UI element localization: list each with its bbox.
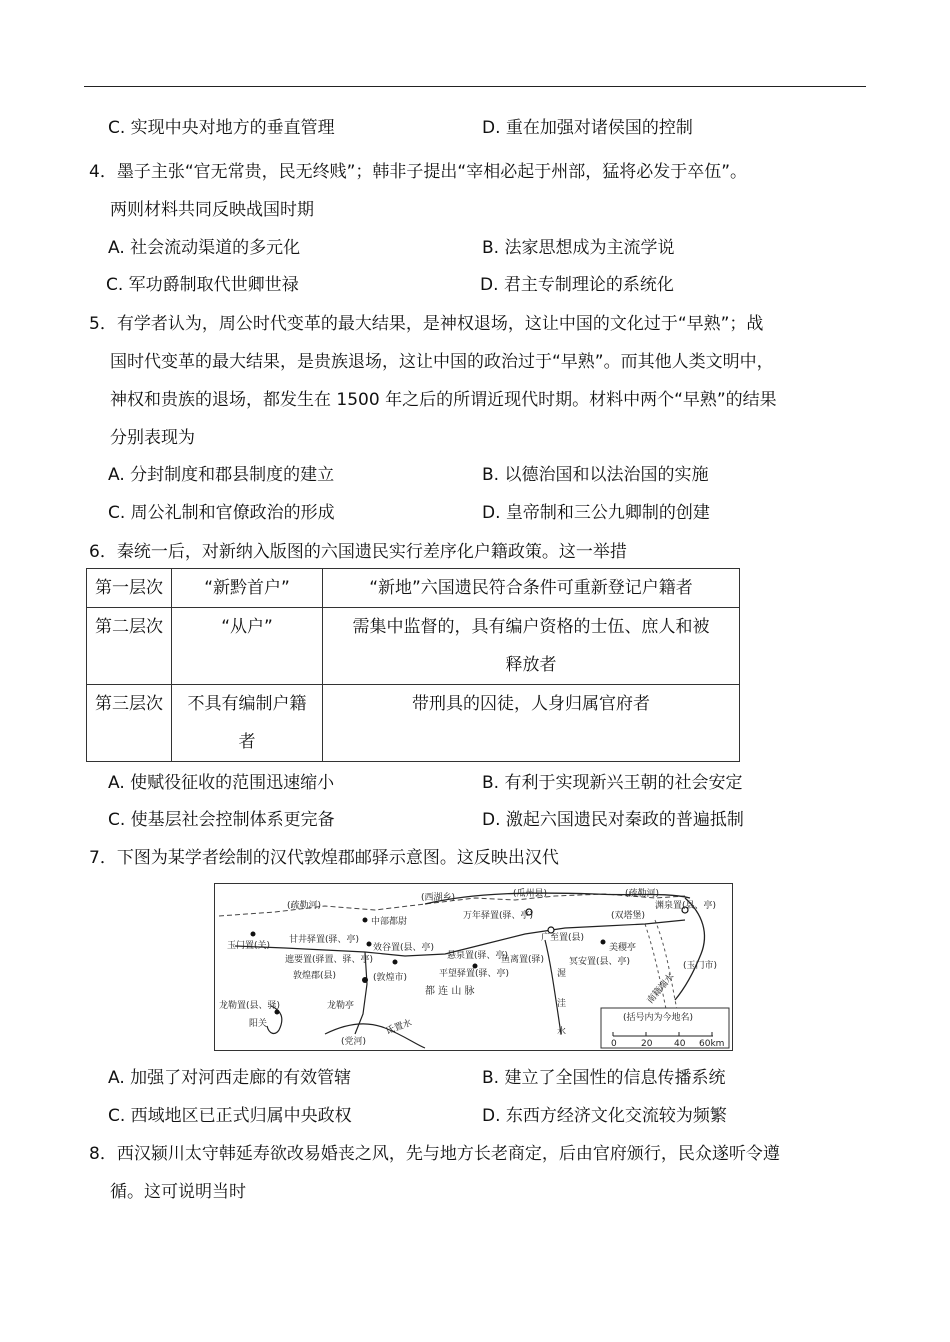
dunhuang-postal-map xyxy=(214,883,733,1051)
q4-option-b[interactable]: B. 法家思想成为主流学说 xyxy=(482,238,675,258)
place-label: 阳关 xyxy=(249,1019,268,1029)
place-label: 悬泉置(驿、亭) xyxy=(447,951,509,961)
place-label: 敦煌郡(县) xyxy=(293,971,337,981)
q6-option-b[interactable]: B. 有利于实现新兴王朝的社会安定 xyxy=(482,773,743,793)
table-cell: 第二层次 xyxy=(87,608,172,685)
q7-option-d[interactable]: D. 东西方经济文化交流较为频繁 xyxy=(482,1106,727,1126)
place-label: (瓜州县) xyxy=(513,889,548,899)
place-label: (双塔堡) xyxy=(611,911,646,921)
place-label: 广至置(县) xyxy=(541,933,585,943)
table-cell xyxy=(172,685,323,762)
scale-tick: 60km xyxy=(699,1039,725,1049)
station-dot xyxy=(251,932,256,937)
place-label: 平望驿置(驿、亭) xyxy=(439,969,510,979)
question-8 xyxy=(89,1135,879,1211)
q5-stem-line2: 国时代变革的最大结果，是贵族退场，这让中国的政治过于“早熟”。而其他人类文明中， xyxy=(110,352,774,372)
table-row xyxy=(87,685,740,762)
place-label: 冥安置(县、亭) xyxy=(569,957,631,967)
place-label: 玉门置(关) xyxy=(227,941,271,951)
place-label: (西湖乡) xyxy=(421,893,456,903)
place-label: 渊泉置(县、亭) xyxy=(655,901,717,911)
table-cell: 带刑具的囚徒，人身归属官府者 xyxy=(323,685,740,762)
station-dot xyxy=(601,940,606,945)
place-label: (疏勒河) xyxy=(625,889,660,899)
q4-option-a[interactable]: A. 社会流动渠道的多元化 xyxy=(108,238,301,258)
q5-option-a[interactable]: A. 分封制度和郡县制度的建立 xyxy=(108,465,335,485)
place-label: 龙勒亭 xyxy=(327,1001,355,1011)
place-label: 鱼离置(驿) xyxy=(501,955,545,965)
table-cell xyxy=(323,608,740,685)
household-policy-table xyxy=(86,568,740,762)
station-dot xyxy=(393,960,398,965)
q5-option-b[interactable]: B. 以德治国和以法治国的实施 xyxy=(482,465,709,485)
place-label: (玉门市) xyxy=(683,961,718,971)
place-label: 中部都尉 xyxy=(371,917,408,927)
q6-stem: 6．秦统一后，对新纳入版图的六国遗民实行差序化户籍政策。这一举措 xyxy=(89,542,627,562)
question-4 xyxy=(89,153,879,229)
q7-stem: 7．下图为某学者绘制的汉代敦煌郡邮驿示意图。这反映出汉代 xyxy=(89,848,559,868)
place-label: 效谷置(县、亭) xyxy=(373,943,435,953)
table-cell: “新地”六国遗民符合条件可重新登记户籍者 xyxy=(323,569,740,608)
table-cell-line: 者 xyxy=(238,732,256,752)
place-label: 渥 xyxy=(557,969,567,979)
q5-option-d[interactable]: D. 皇帝制和三公九卿制的创建 xyxy=(482,503,710,523)
q7-option-a[interactable]: A. 加强了对河西走廊的有效管辖 xyxy=(108,1068,352,1088)
table-row xyxy=(87,569,740,608)
table-cell: 第一层次 xyxy=(87,569,172,608)
q6-option-d[interactable]: D. 激起六国遗民对秦政的普遍抵制 xyxy=(482,810,744,830)
table-cell: 第三层次 xyxy=(87,685,172,762)
place-label: (党河) xyxy=(341,1037,367,1047)
scale-tick: 20 xyxy=(641,1039,653,1049)
table-row xyxy=(87,608,740,685)
station-dot xyxy=(363,918,368,923)
place-label: 龙勒置(县、驿) xyxy=(219,1001,281,1011)
table-cell: “从户” xyxy=(172,608,323,685)
question-5 xyxy=(89,305,879,457)
place-label: 氐置水 xyxy=(384,1018,414,1037)
q3-option-d[interactable]: D. 重在加强对诸侯国的控制 xyxy=(482,118,693,138)
place-label: 万年驿置(驿、亭) xyxy=(463,911,534,921)
place-label: 洼 xyxy=(557,999,567,1009)
q4-option-c[interactable]: C. 军功爵制取代世卿世禄 xyxy=(106,275,299,295)
place-label: (敦煌市) xyxy=(373,973,408,983)
place-label: (疏勒河) xyxy=(287,901,322,911)
station-dot xyxy=(362,977,368,983)
q8-stem-line2: 循。这可说明当时 xyxy=(110,1182,246,1202)
table-cell-line: 释放者 xyxy=(505,655,557,675)
scale-tick: 40 xyxy=(674,1039,686,1049)
q8-stem-line1: 8．西汉颍川太守韩延寿欲改易婚丧之风，先与地方长老商定，后由官府颁行，民众遂听令遵 xyxy=(89,1144,780,1164)
scale-tick: 0 xyxy=(611,1039,617,1049)
q7-option-b[interactable]: B. 建立了全国性的信息传播系统 xyxy=(482,1068,726,1088)
q5-stem-line1: 5．有学者认为，周公时代变革的最大结果，是神权退场，这让中国的文化过于“早熟”；战 xyxy=(89,314,764,334)
q5-stem-line3: 神权和贵族的退场，都发生在 1500 年之后的所谓近现代时期。材料中两个“早熟”的结果 xyxy=(110,390,777,410)
station-dot xyxy=(473,964,478,969)
q7-option-c[interactable]: C. 西域地区已正式归属中央政权 xyxy=(108,1106,352,1126)
place-label: 南籍端水 xyxy=(645,971,677,1006)
q5-stem-line4: 分别表现为 xyxy=(110,428,195,448)
legend-note: (括号内为今地名) xyxy=(623,1013,694,1023)
q4-option-d[interactable]: D. 君主专制理论的系统化 xyxy=(480,275,674,295)
table-cell-line: 需集中监督的，具有编户资格的士伍、庶人和被 xyxy=(352,617,710,637)
place-label: 都 连 山 脉 xyxy=(425,986,475,997)
header-rule xyxy=(84,86,866,87)
place-label: 遮要置(驿置、驿、亭) xyxy=(285,955,374,965)
place-label: 甘井驿置(驿、亭) xyxy=(289,935,360,945)
table-cell-line: 不具有编制户籍 xyxy=(187,694,307,714)
place-label: 美稷亭 xyxy=(609,943,637,953)
q3-option-c[interactable]: C. 实现中央对地方的垂直管理 xyxy=(108,118,335,138)
q4-stem-line2: 两则材料共同反映战国时期 xyxy=(110,200,314,220)
table-cell: “新黔首户” xyxy=(172,569,323,608)
q4-stem-line1: 4．墨子主张“官无常贵，民无终贱”；韩非子提出“宰相必起于州部，猛将必发于卒伍”。 xyxy=(89,162,748,182)
place-label: 水 xyxy=(557,1027,567,1037)
q5-option-c[interactable]: C. 周公礼制和官僚政治的形成 xyxy=(108,503,335,523)
q6-option-c[interactable]: C. 使基层社会控制体系更完备 xyxy=(108,810,335,830)
station-dot xyxy=(367,942,372,947)
q6-option-a[interactable]: A. 使赋役征收的范围迅速缩小 xyxy=(108,773,335,793)
